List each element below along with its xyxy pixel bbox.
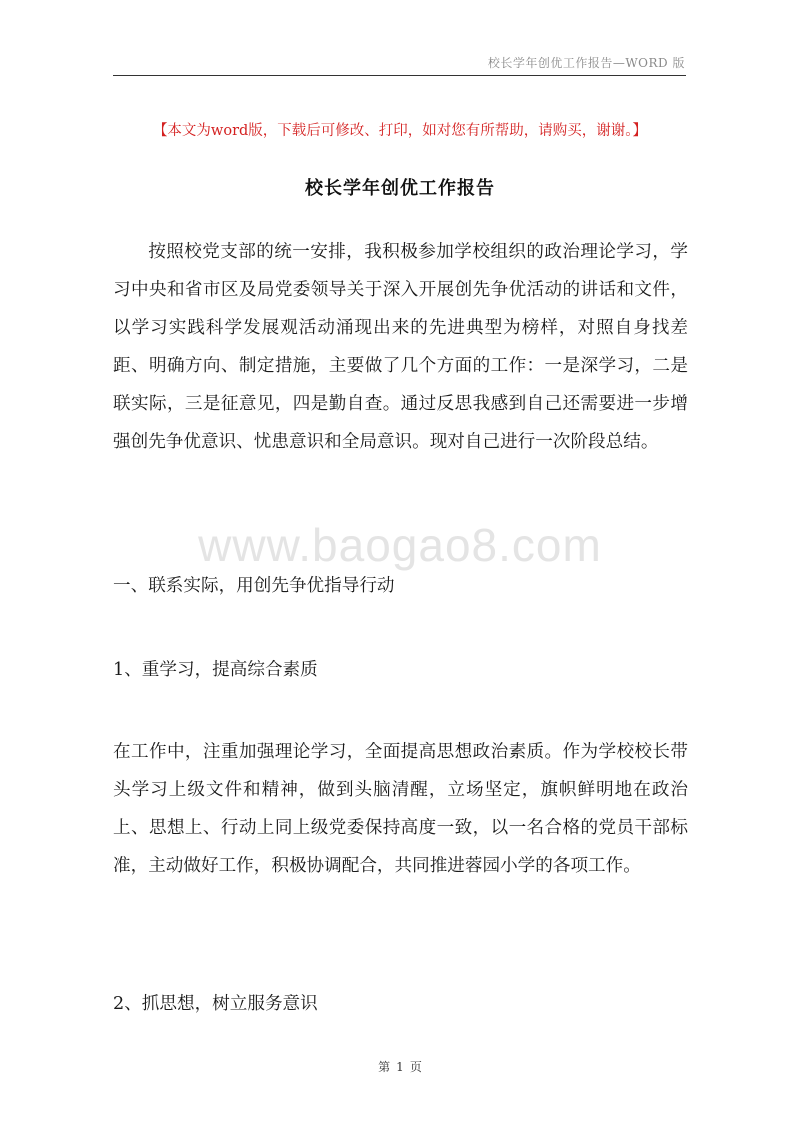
subsection-heading-1: 1、重学习，提高综合素质 [113,660,318,680]
site-watermark: www.baogao8.com [198,519,602,571]
page-number: 1 [396,1060,404,1074]
header-divider [113,75,686,76]
subsection-heading-2: 2、抓思想，树立服务意识 [113,994,318,1014]
footer-suffix: 页 [409,1060,422,1074]
running-header: 校长学年创优工作报告—WORD 版 [487,56,685,70]
section-heading-1: 一、联系实际，用创先争优指导行动 [113,576,395,596]
footer-prefix: 第 [378,1060,391,1074]
page-footer [0,1058,800,1075]
intro-paragraph: 按照校党支部的统一安排，我积极参加学校组织的政治理论学习，学习中央和省市区及局党委领导关于深入开展创先争优活动的讲话和文件，以学习实践科学发展观活动涌现出来的先进典型为榜样，对照自身找差距、明确方向、制定措施，主要做了几个方面的工作：一是深学习，二是联实际，三是征意见，四是勤自查。通过反思我感到自己还需要进一步增强创先争优意识、忧患意识和全局意识。现对自己进行一次阶段总结。 [113,242,688,452]
purchase-notice: 【本文为word版，下载后可修改、打印，如对您有所帮助，请购买，谢谢。】 [152,123,648,139]
document-title: 校长学年创优工作报告 [305,178,495,199]
subsection-paragraph-1: 在工作中，注重加强理论学习，全面提高思想政治素质。作为学校校长带头学习上级文件和精神，做到头脑清醒，立场坚定，旗帜鲜明地在政治上、思想上、行动上同上级党委保持高度一致，以一名合格的党员干部标准，主动做好工作，积极协调配合，共同推进蓉园小学的各项工作。 [113,742,688,876]
